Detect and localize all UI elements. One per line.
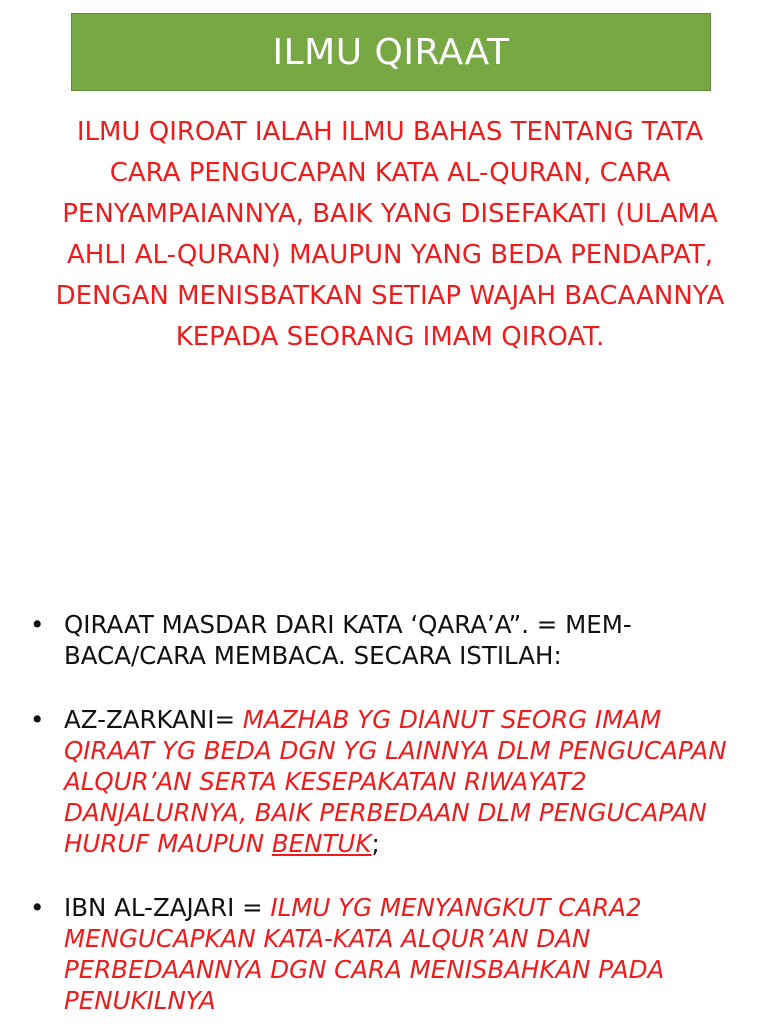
bullet-quote: MAZHAB YG DIANUT SEORG IMAM QIRAAT YG BEDA DGN YG LAINNYA DLM PENGUCAPAN ALQUR’AN SERTA KESEPAKATAN RIWAYAT2 DANJALURNYA, BAIK PERBEDAAN DLM PENGUCAPAN HURUF MAUPUN: [64, 705, 727, 858]
bullet-item-qiraat-masdar: [26, 609, 746, 671]
bullet-text: QIRAAT MASDAR DARI KATA ‘QARA’A”. = MEM-BACA/CARA MEMBACA. SECARA ISTILAH:: [64, 610, 632, 670]
slide-title: ILMU QIRAAT: [272, 31, 510, 73]
bullet-lead: IBN AL-ZAJARI =: [64, 893, 271, 922]
bullet-dot-icon: •: [30, 893, 45, 922]
slide-title-box: [71, 13, 711, 91]
bullet-lead: AZ-ZARKANI=: [64, 705, 243, 734]
definition-text: ILMU QIROAT IALAH ILMU BAHAS TENTANG TATA CARA PENGUCAPAN KATA AL-QURAN, CARA PENYAMPAIANNYA, BAIK YANG DISEFAKATI (ULAMA AHLI AL-QURAN) MAUPUN YANG BEDA PENDAPAT, DENGAN MENISBATKAN SETIAP WAJAH BACAANNYA KEPADA SEORANG IMAM QIROAT.: [55, 117, 725, 352]
bullet-quote-underlined: BENTUK: [271, 829, 372, 858]
bullet-item-az-zarkani: [26, 704, 746, 859]
bullet-item-ibn-al-zajari: [26, 892, 746, 1016]
bullet-dot-icon: •: [30, 610, 45, 639]
bullet-tail: ;: [371, 829, 380, 858]
bullet-list: [26, 609, 746, 1024]
bullet-dot-icon: •: [30, 705, 45, 734]
bullet-quote: ILMU YG MENYANGKUT CARA2 MENGUCAPKAN KATA-KATA ALQUR’AN DAN PERBEDAANNYA DGN CARA MENISBAHKAN PADA PENUKILNYA: [64, 893, 665, 1015]
